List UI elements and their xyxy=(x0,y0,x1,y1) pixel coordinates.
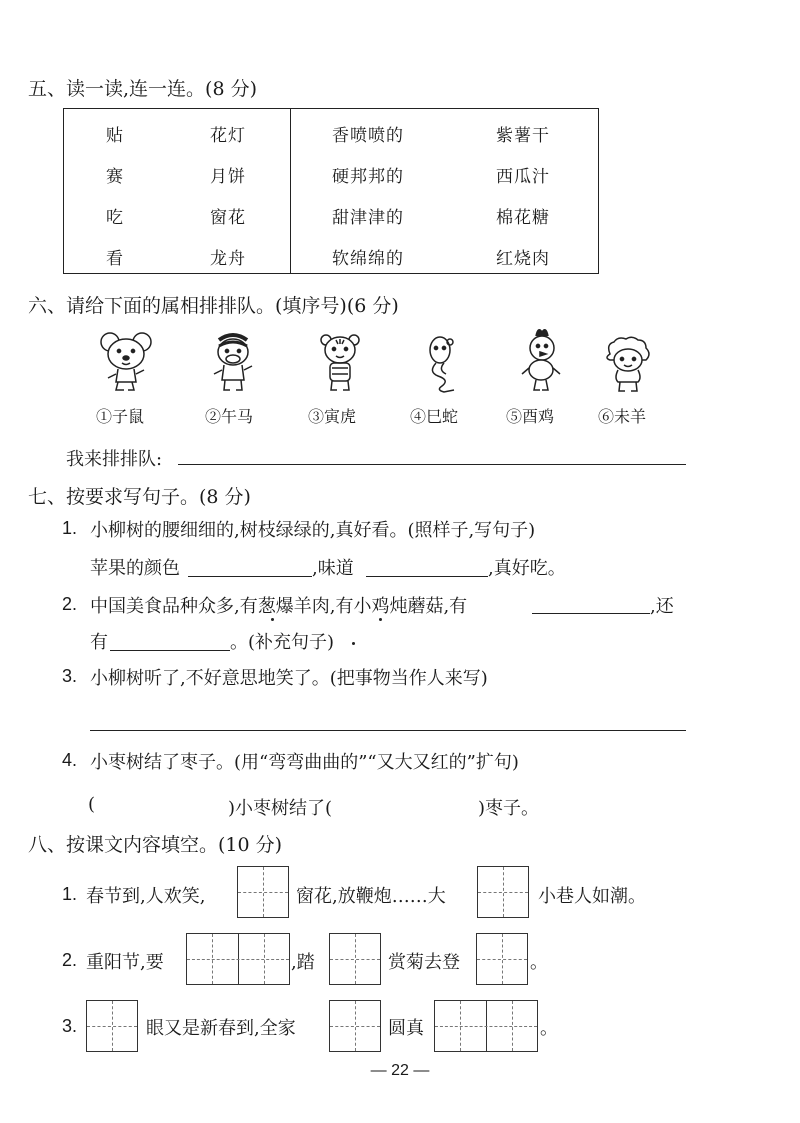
mouse-icon xyxy=(98,330,154,394)
question-text: 小柳树的腰细细的,树枝绿绿的,真好看。(照样子,写句子) xyxy=(90,520,536,541)
match-item[interactable]: 龙舟 xyxy=(210,249,246,269)
fill-text: ,踏 xyxy=(291,952,315,973)
animal-label: ①子鼠 xyxy=(96,407,145,426)
match-item[interactable]: 窗花 xyxy=(210,208,246,228)
blank-line[interactable] xyxy=(366,576,488,577)
question-number: 4. xyxy=(62,750,78,770)
tian-grid-box[interactable] xyxy=(86,1000,138,1052)
tian-grid-box[interactable] xyxy=(329,1000,381,1052)
question-number: 3. xyxy=(62,666,78,686)
answer-line[interactable] xyxy=(90,730,686,731)
fill-text: 重阳节,要 xyxy=(86,952,164,973)
match-item[interactable]: 贴 xyxy=(106,126,124,146)
match-item[interactable]: 软绵绵的 xyxy=(332,249,404,269)
tian-grid-box[interactable] xyxy=(237,866,289,918)
section-7-title: 七、按要求写句子。(8 分) xyxy=(28,486,251,508)
match-item[interactable]: 甜津津的 xyxy=(332,208,404,228)
animal-label: ③寅虎 xyxy=(308,407,357,426)
animal-label: ④巳蛇 xyxy=(410,407,459,426)
tiger-icon xyxy=(316,330,364,394)
fill-text: 窗花,放鞭炮……大 xyxy=(296,886,446,907)
fill-text: 。 xyxy=(530,952,548,973)
tian-grid-box[interactable] xyxy=(329,933,381,985)
emphasis-dot xyxy=(379,618,382,621)
fill-text: 。(补充句子) xyxy=(230,632,335,653)
fill-text: 。 xyxy=(540,1018,558,1039)
tian-grid-box[interactable] xyxy=(186,933,290,985)
rooster-icon xyxy=(516,326,566,396)
question-number: 2. xyxy=(62,950,78,970)
question-text: 小枣树结了枣子。(用“弯弯曲曲的”“又大又红的”扩句) xyxy=(90,752,519,773)
section-5-title: 五、读一读,连一连。(8 分) xyxy=(28,78,257,100)
match-item[interactable]: 看 xyxy=(106,249,124,269)
emphasis-dot xyxy=(352,642,355,645)
question-number: 1. xyxy=(62,518,78,538)
match-item[interactable]: 西瓜汁 xyxy=(496,167,550,187)
order-answer-line[interactable] xyxy=(178,464,686,465)
match-item[interactable]: 硬邦邦的 xyxy=(332,167,404,187)
question-text: 小柳树听了,不好意思地笑了。(把事物当作人来写) xyxy=(90,668,488,689)
blank-line[interactable] xyxy=(110,650,230,651)
blank-line[interactable] xyxy=(532,613,650,614)
match-item[interactable]: 花灯 xyxy=(210,126,246,146)
animal-label: ⑤酉鸡 xyxy=(506,407,555,426)
animal-label: ⑥未羊 xyxy=(598,407,647,426)
match-item[interactable]: 赛 xyxy=(106,167,124,187)
fill-text: 苹果的颜色 xyxy=(90,558,180,579)
question-number: 3. xyxy=(62,1016,78,1036)
tian-grid-box[interactable] xyxy=(476,933,528,985)
fill-text: )枣子。 xyxy=(478,798,540,819)
match-item[interactable]: 红烧肉 xyxy=(496,249,550,269)
matching-table xyxy=(63,108,599,274)
fill-text: 赏菊去登 xyxy=(388,952,460,973)
question-number: 1. xyxy=(62,884,78,904)
sheep-icon xyxy=(600,334,656,394)
snake-icon xyxy=(420,334,464,394)
question-text: 中国美食品种众多,有葱爆羊肉,有小鸡炖蘑菇,有 xyxy=(90,596,468,617)
match-item[interactable]: 月饼 xyxy=(210,167,246,187)
fill-text: 春节到,人欢笑, xyxy=(86,886,206,907)
fill-text: ( xyxy=(88,794,96,815)
fill-text: 有 xyxy=(90,632,108,653)
match-item[interactable]: 紫薯干 xyxy=(496,126,550,146)
fill-text: 圆真 xyxy=(388,1018,424,1039)
section-6-title: 六、请给下面的属相排排队。(填序号)(6 分) xyxy=(28,295,399,317)
question-number: 2. xyxy=(62,594,78,614)
tian-grid-box[interactable] xyxy=(477,866,529,918)
emphasis-dot xyxy=(271,618,274,621)
match-item[interactable]: 棉花糖 xyxy=(496,208,550,228)
horse-icon xyxy=(205,330,261,394)
fill-text: ,还 xyxy=(650,596,674,617)
match-item[interactable]: 吃 xyxy=(106,208,124,228)
animal-label: ②午马 xyxy=(205,407,254,426)
fill-text: ,真好吃。 xyxy=(488,558,566,579)
blank-line[interactable] xyxy=(188,576,312,577)
match-item[interactable]: 香喷喷的 xyxy=(332,126,404,146)
fill-text: 小巷人如潮。 xyxy=(538,886,646,907)
tian-grid-box[interactable] xyxy=(434,1000,538,1052)
table-divider xyxy=(290,109,291,273)
fill-text: ,味道 xyxy=(312,558,354,579)
fill-text: 眼又是新春到,全家 xyxy=(146,1018,296,1039)
page-number: — 22 — xyxy=(370,1062,430,1079)
fill-text: )小枣树结了( xyxy=(228,798,333,819)
order-answer-label: 我来排排队: xyxy=(66,449,163,470)
section-8-title: 八、按课文内容填空。(10 分) xyxy=(28,834,283,856)
